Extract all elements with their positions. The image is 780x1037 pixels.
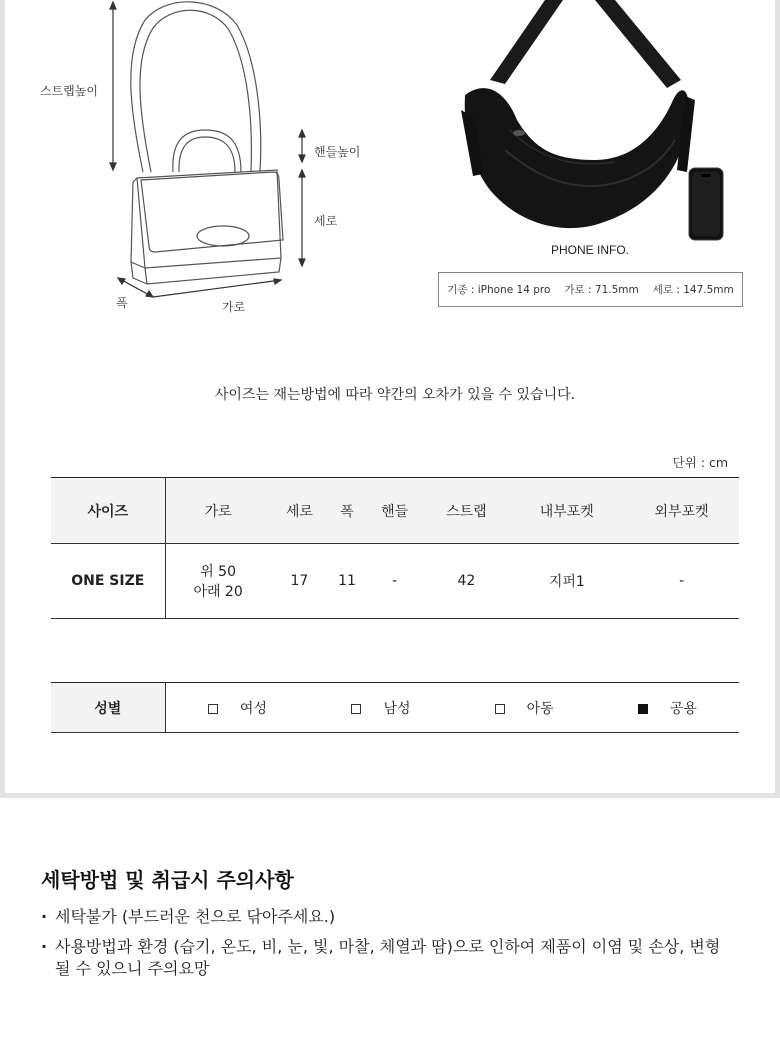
- gender-option-male: [309, 683, 452, 733]
- width-label: 가로: [222, 300, 246, 314]
- header-outer-pocket: 외부포켓: [654, 503, 709, 520]
- handle-height-label: 핸들높이: [314, 145, 361, 159]
- checkbox-icon: [495, 704, 505, 714]
- cell-outer-pocket: -: [679, 573, 685, 589]
- depth-label: 폭: [116, 296, 128, 310]
- phone-width: 가로 : 71.5mm: [564, 284, 639, 296]
- cell-inner-pocket: 지퍼1: [548, 574, 585, 590]
- care-title: 세탁방법 및 취급시 주의사항: [41, 868, 294, 892]
- gender-option-kids: [453, 683, 596, 733]
- header-size: 사이즈: [51, 478, 165, 544]
- cell-size: ONE SIZE: [51, 544, 165, 619]
- cell-handle: -: [392, 573, 398, 589]
- phone-model: 기종 : iPhone 14 pro: [447, 284, 551, 296]
- gender-option-unisex: [596, 683, 739, 733]
- cell-width-top: 위 50: [200, 564, 236, 580]
- checkbox-checked-icon: [638, 704, 648, 714]
- cell-strap: 42: [457, 573, 476, 589]
- list-item: · 사용방법과 환경 (습기, 온도, 비, 눈, 빛, 마찰, 체열과 땀)으로 인하여 제품이 이염 및 손상, 변형될 수 있으니 주의요망: [41, 936, 731, 980]
- cell-width-bottom: 아래 20: [193, 584, 243, 600]
- gender-row: [51, 683, 739, 733]
- header-height: 세로: [285, 503, 313, 520]
- header-inner-pocket: 내부포켓: [539, 503, 594, 520]
- header-strap: 스트랩: [446, 503, 487, 520]
- checkbox-icon: [208, 704, 218, 714]
- bag-size-diagram: [5, 0, 405, 330]
- cell-height: 17: [290, 573, 309, 589]
- option-label: 남성: [383, 700, 411, 717]
- phone-info-title: PHONE INFO.: [550, 243, 629, 257]
- gender-label: 성별: [51, 683, 165, 733]
- header-handle: 핸들: [381, 503, 409, 520]
- unit-label: 단위 : cm: [672, 455, 728, 470]
- size-table-header: [51, 478, 739, 544]
- table-row: [51, 544, 739, 619]
- phone-height: 세로 : 147.5mm: [652, 284, 734, 296]
- header-depth: 폭: [340, 503, 354, 520]
- product-photo: [445, 0, 745, 245]
- list-item: · 세탁불가 (부드러운 천으로 닦아주세요.): [41, 906, 731, 928]
- option-label: 아동: [526, 700, 554, 717]
- option-label: 여성: [239, 700, 267, 717]
- strap-height-label: 스트랩높이: [40, 84, 98, 98]
- option-label: 공용: [669, 700, 697, 717]
- gender-option-female: [165, 683, 309, 733]
- phone-spec-box: [438, 272, 743, 307]
- measurement-notice: 사이즈는 재는방법에 따라 약간의 오차가 있을 수 있습니다.: [214, 387, 576, 403]
- size-table: [51, 477, 739, 619]
- height-label: 세로: [314, 214, 338, 228]
- cell-depth: 11: [338, 573, 356, 589]
- header-width: 가로: [204, 503, 232, 520]
- gender-table: [51, 682, 739, 733]
- checkbox-icon: [351, 704, 361, 714]
- cell-width: [165, 544, 271, 619]
- care-list: [41, 906, 731, 988]
